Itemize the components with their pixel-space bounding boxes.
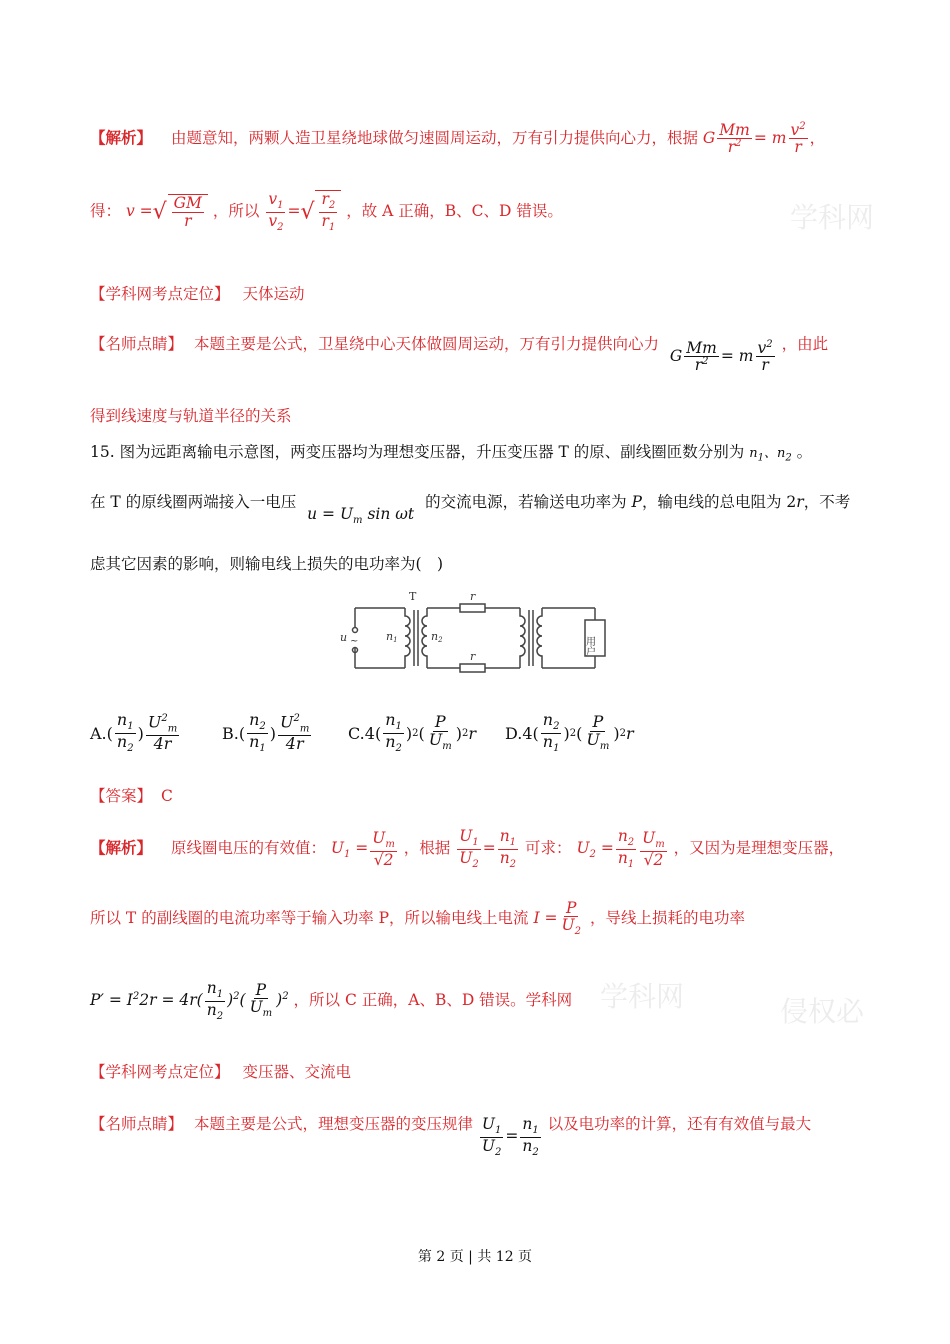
watermark: 侵权必 bbox=[780, 995, 865, 1028]
option-label: A. bbox=[90, 723, 107, 743]
formula: G $\frac{Mm}{r^2}$ = m $\frac{v^2}{r}$ bbox=[669, 339, 773, 375]
analysis-line-2 bbox=[90, 190, 563, 233]
analysis-text: ，又因为是理想变压器， bbox=[673, 839, 845, 858]
r-label: r bbox=[470, 650, 476, 663]
option-c: C.4 ( $\frac{n_1}{n_2}$ ) 2 ( $\frac{P}{U_m}$ ) 2 r bbox=[348, 710, 476, 754]
formula: $U_2$ = $\frac{n_2}{n_1}$ $\frac{U_m}{√2}$ bbox=[576, 827, 665, 870]
transformer-label: T bbox=[409, 590, 417, 603]
question-line-2 bbox=[90, 490, 851, 527]
ac-symbol: ~ bbox=[350, 636, 359, 647]
n1-label: n1 bbox=[386, 630, 398, 644]
answer-value: C bbox=[160, 787, 173, 805]
formula: $\frac{U_1}{U_2}$ = $\frac{n_1}{n_2}$ bbox=[481, 1115, 539, 1158]
formula: $U_1$ = $\frac{U_m}{√2}$ bbox=[330, 829, 395, 869]
formula: r bbox=[796, 493, 804, 511]
tip-line bbox=[90, 328, 829, 375]
formula: $u = U_m$ sin ωt bbox=[307, 505, 415, 527]
question-text: 。 bbox=[796, 443, 813, 461]
kp-tag: 【学科网考点定位】 bbox=[90, 1063, 230, 1081]
analysis-text: ，导线上损耗的电功率 bbox=[589, 908, 745, 927]
kp-text: 变压器、交流电 bbox=[242, 1063, 351, 1081]
option-d: D.4 ( $\frac{n_2}{n_1}$ ) 2 ( $\frac{P}{U_m}$ ) 2 r bbox=[505, 710, 634, 754]
option-label: B. bbox=[222, 723, 239, 743]
r-label: r bbox=[470, 590, 476, 603]
formula: $P' = I^22r = 4r$( $\frac{n_1}{n_2}$ )$^2$( $\frac{P}{U_m}$ )$^2$ bbox=[90, 979, 289, 1022]
n2-label: n2 bbox=[431, 630, 443, 644]
analysis-text: 由题意知，两颗人造卫星绕地球做匀速圆周运动，万有引力提供向心力，根据 bbox=[170, 128, 698, 147]
voltage-label: u bbox=[340, 631, 348, 644]
answer-tag: 【答案】 bbox=[90, 787, 153, 805]
formula: $\frac{v_1}{v_2}$ =√ $\frac{r_2}{r_1}$ bbox=[264, 202, 341, 220]
formula: $n_1$、$n_2$ bbox=[749, 446, 792, 464]
answer-line bbox=[90, 784, 173, 806]
tip-line-3 bbox=[90, 1104, 812, 1158]
analysis2-line-3 bbox=[90, 980, 572, 1022]
option-label: D.4 bbox=[505, 723, 533, 743]
analysis-tag: 【解析】 bbox=[90, 838, 153, 858]
tip-text: ，由此 bbox=[781, 334, 829, 353]
user-label: 用户 bbox=[583, 636, 595, 656]
formula: P bbox=[631, 493, 642, 511]
analysis-text: 得： bbox=[90, 202, 122, 221]
kp-line bbox=[90, 282, 304, 304]
tip-line-2: 得到线速度与轨道半径的关系 bbox=[90, 407, 292, 425]
tip-text: 本题主要是公式，卫星绕中心天体做圆周运动，万有引力提供向心力 bbox=[193, 334, 659, 353]
formula: G $\frac{Mm}{r^2}$ = m $\frac{v^2}{r}$ bbox=[702, 121, 806, 157]
kp-line-2 bbox=[90, 1060, 351, 1082]
question-text: ，输电线的总电阻为 2 bbox=[641, 493, 797, 511]
question-line-3: 虑其它因素的影响，则输电线上损失的电功率为( ) bbox=[90, 555, 444, 573]
question-text: 在 T 的原线圈两端接入一电压 bbox=[90, 493, 297, 511]
circuit-diagram bbox=[330, 588, 620, 688]
formula: $\frac{U_1}{U_2}$ = $\frac{n_1}{n_2}$ bbox=[459, 827, 517, 870]
analysis-text: ，根据 bbox=[403, 839, 451, 858]
analysis-text: ，故 A 正确，B、C、D 错误。 bbox=[346, 202, 563, 221]
analysis2-line-2 bbox=[90, 900, 745, 938]
tip-tag: 【名师点睛】 bbox=[90, 1115, 184, 1134]
watermark: 学科网 bbox=[600, 980, 685, 1013]
analysis-text: 可求： bbox=[524, 839, 572, 858]
tip-text: 本题主要是公式，理想变压器的变压规律 bbox=[193, 1115, 473, 1134]
tip-text: 以及电功率的计算，还有有效值与最大 bbox=[547, 1115, 812, 1134]
question-text: 15. 图为远距离输电示意图，两变压器均为理想变压器，升压变压器 T 的原、副线圈匝数分别为 bbox=[90, 443, 745, 461]
formula: I = $\frac{P}{U_2}$ bbox=[533, 899, 581, 938]
analysis-line-1: 【解析】 由题意知，两颗人造卫星绕地球做匀速圆周运动，万有引力提供向心力，根据 G $\frac{Mm}{r^2}$ = m $\frac{v^2}{r}$ ， bbox=[90, 121, 826, 157]
question-text: ，不考 bbox=[803, 493, 851, 511]
kp-text: 天体运动 bbox=[242, 285, 305, 303]
tip-tag: 【名师点睛】 bbox=[90, 334, 184, 353]
analysis-tag: 【解析】 bbox=[90, 127, 153, 147]
option-b: B. ( $\frac{n_2}{n_1}$ ) $\frac{U^2_m}{4r}$ bbox=[222, 710, 310, 754]
watermark: 学科网 bbox=[790, 201, 875, 234]
kp-tag: 【学科网考点定位】 bbox=[90, 285, 230, 303]
analysis-text: ，所以 C 正确，A、B、D 错误。学科网 bbox=[293, 991, 573, 1010]
question-text: 的交流电源，若输送电功率为 bbox=[425, 493, 627, 511]
formula: v =√ $\frac{GM}{r}$ bbox=[126, 202, 208, 220]
page-footer: 第 2 页 | 共 12 页 bbox=[417, 1249, 533, 1265]
analysis-text: 所以 T 的副线圈的电流功率等于输入功率 P，所以输电线上电流 bbox=[90, 908, 529, 927]
question-line-1 bbox=[90, 440, 812, 464]
analysis2-line-1 bbox=[90, 828, 844, 870]
option-label: C.4 bbox=[348, 723, 375, 743]
option-a: A. ( $\frac{n_1}{n_2}$ ) $\frac{U^2_m}{4r}$ bbox=[90, 710, 178, 754]
analysis-text: ，所以 bbox=[212, 202, 260, 221]
analysis-text: 原线圈电压的有效值： bbox=[170, 839, 326, 858]
